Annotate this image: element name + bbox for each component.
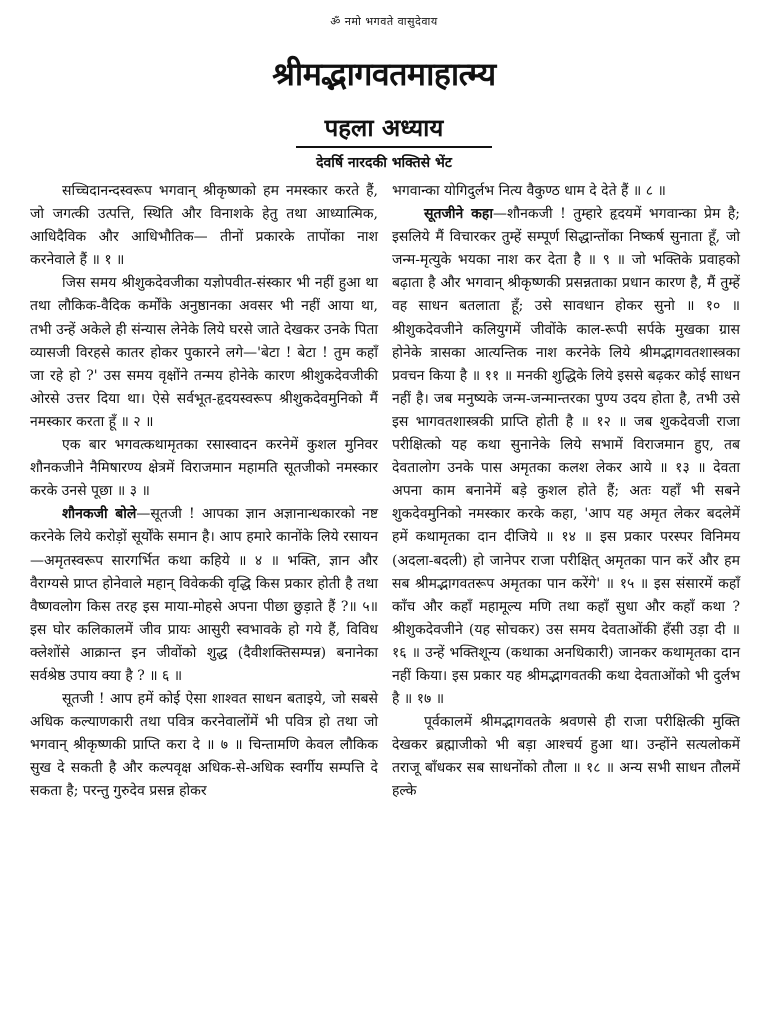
speaker-label: सूतजीने कहा (424, 206, 493, 223)
left-paragraph-5: सूतजी ! आप हमें कोई ऐसा शाश्वत साधन बताइये, जो सबसे अधिक कल्याणकारी तथा पवित्र करनेवालोंमें भी पवित्र हो तथा जो भगवान् श्रीकृष्णकी प्राप्ति करा दे ॥ ७ ॥ चिन्तामणि केवल लौकिक सुख दे सकती है और कल्पवृक्ष अधिक-से-अधिक स्वर्गीय सम्पत्ति दे सकता है; परन्तु गुरुदेव प्रसन्न होकर (30, 691, 378, 800)
invocation-header: ॐ नमो भगवते वासुदेवाय (330, 15, 438, 28)
left-column (30, 180, 378, 804)
speaker-label: शौनकजी बोले (62, 506, 137, 523)
speech-text: —सूतजी ! आपका ज्ञान अज्ञानान्धकारको नष्ट करनेके लिये करोड़ों सूर्योंके समान है। आप हमारे कानोंके लिये रसायन—अमृतस्वरूप सारगर्भित कथा कहिये ॥ ४ ॥ भक्ति, ज्ञान और वैराग्यसे प्राप्त होनेवाले महान् विवेककी वृद्धि किस प्रकार होती है तथा वैष्णवलोग किस तरह इस माया-मोहसे अपना पीछा छुड़ाते हैं ?॥ ५॥ इस घोर कलिकालमें जीव प्रायः आसुरी स्वभावके हो गये हैं, विविध क्लेशोंसे आक्रान्त इन जीवोंको शुद्ध (दैवीशक्तिसम्पन्न) बनानेका सर्वश्रेष्ठ उपाय क्या है ? ॥ ६ ॥ (30, 506, 379, 684)
left-paragraph-1: सच्चिदानन्दस्वरूप भगवान् श्रीकृष्णको हम नमस्कार करते हैं, जो जगत्की उत्पत्ति, स्थिति और विनाशके हेतु तथा आध्यात्मिक, आधिदैविक और आधिभौतिक— तीनों प्रकारके तापोंका नाश करनेवाले हैं ॥ १ ॥ (30, 183, 378, 269)
chapter-heading: पहला अध्याय (324, 113, 444, 142)
chapter-underline (296, 146, 492, 148)
right-paragraph-3: पूर्वकालमें श्रीमद्भागवतके श्रवणसे ही राजा परीक्षित्की मुक्ति देखकर ब्रह्माजीको भी बड़ा आश्चर्य हुआ था। उन्होंने सत्यलोकमें तराजू बाँधकर सब साधनोंको तौला ॥ १८ ॥ अन्य सभी साधन तौलमें हल्के (392, 714, 740, 800)
left-paragraph-3: एक बार भगवत्कथामृतका रसास्वादन करनेमें कुशल मुनिवर शौनकजीने नैमिषारण्य क्षेत्रमें विराजमान महामति सूतजीको नमस्कार करके उनसे पूछा ॥ ३ ॥ (30, 437, 378, 500)
left-paragraph-2: जिस समय श्रीशुकदेवजीका यज्ञोपवीत-संस्कार भी नहीं हुआ था तथा लौकिक-वैदिक कर्मोंके अनुष्ठानका अवसर भी नहीं आया था, तभी उन्हें अकेले ही संन्यास लेनेके लिये घरसे जाते देखकर उनके पिता व्यासजी विरहसे कातर होकर पुकारने लगे—'बेटा ! बेटा ! तुम कहाँ जा रहे हो ?' उस समय वृक्षोंने तन्मय होनेके कारण श्रीशुकदेवजीकी ओरसे उत्तर दिया था। ऐसे सर्वभूत-हृदयस्वरूप श्रीशुकदेवमुनिको मैं नमस्कार करता हूँ ॥ २ ॥ (30, 275, 378, 430)
left-paragraph-4 (30, 503, 378, 688)
chapter-subtitle: देवर्षि नारदकी भक्तिसे भेंट (316, 155, 452, 171)
right-paragraph-1: भगवान्का योगिदुर्लभ नित्य वैकुण्ठ धाम दे देते हैं ॥ ८ ॥ (392, 183, 666, 199)
speech-text: —शौनकजी ! तुम्हारे हृदयमें भगवान्का प्रेम है; इसलिये मैं विचारकर तुम्हें सम्पूर्ण सिद्धान्तोंका निष्कर्ष सुनाता हूँ, जो जन्म-मृत्युके भयका नाश कर देता है ॥ ९ ॥ जो भक्तिके प्रवाहको बढ़ाता है और भगवान् श्रीकृष्णकी प्रसन्नताका प्रधान कारण है, मैं तुम्हें वह साधन बतलाता हूँ; उसे सावधान होकर सुनो ॥ १० ॥ श्रीशुकदेवजीने कलियुगमें जीवोंके काल-रूपी सर्पके मुखका ग्रास होनेके त्रासका आत्यन्तिक नाश करनेके लिये श्रीमद्भागवतशास्त्रका प्रवचन किया है ॥ ११ ॥ मनकी शुद्धिके लिये इससे बढ़कर कोई साधन नहीं है। जब मनुष्यके जन्म-जन्मान्तरका पुण्य उदय होता है, तभी उसे इस भागवतशास्त्रकी प्राप्ति होती है ॥ १२ ॥ जब शुकदेवजी राजा परीक्षित्को यह कथा सुनानेके लिये सभामें विराजमान हुए, तब देवतालोग उनके पास अमृतका कलश लेकर आये ॥ १३ ॥ देवता अपना काम बनानेमें बड़े कुशल होते हैं; अतः यहाँ भी सबने शुकदेवमुनिको नमस्कार करके कहा, 'आप यह अमृत लेकर बदलेमें हमें कथामृतका दान दीजिये ॥ १४ ॥ इस प्रकार परस्पर विनिमय (अदला-बदली) हो जानेपर राजा परीक्षित् अमृतका पान करें और हम सब श्रीमद्भागवतरूप अमृतका पान करेंगे' ॥ १५ ॥ इस संसारमें कहाँ काँच और कहाँ महामूल्य मणि तथा कहाँ सुधा और कहाँ कथा ? श्रीशुकदेवजीने (यह सोचकर) उस समय देवताओंकी हँसी उड़ा दी ॥ १६ ॥ उन्हें भक्तिशून्य (कथाका अनधिकारी) जानकर कथामृतका दान नहीं किया। इस प्रकार यह श्रीमद्भागवतकी कथा देवताओंको भी दुर्लभ है ॥ १७ ॥ (392, 206, 740, 708)
page-title: श्रीमद्भागवतमाहात्म्य (272, 55, 496, 93)
right-paragraph-2 (392, 203, 740, 711)
right-column (392, 180, 740, 804)
